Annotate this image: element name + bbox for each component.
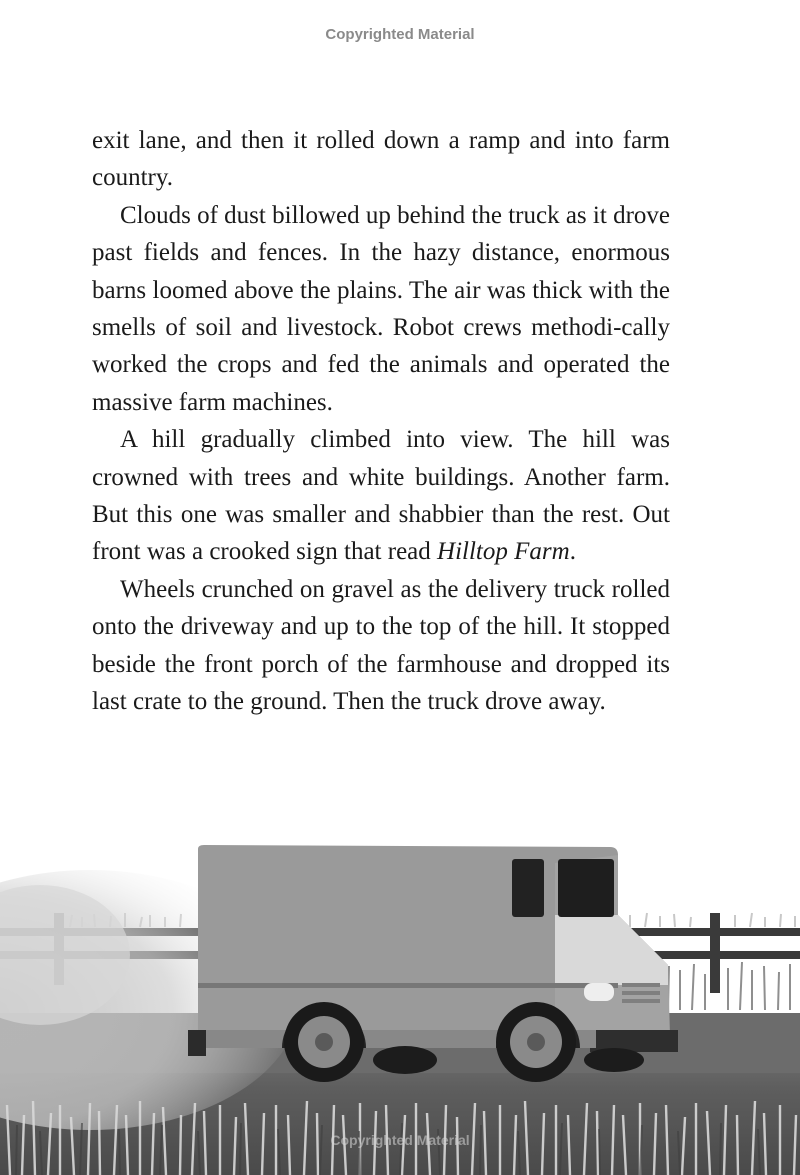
paragraph-2: Clouds of dust billowed up behind the truck as it drove past fields and fences. In the hazy distance, enormous barns loomed above the plains. The air was thick with the smells of soil and livestock. Robot crews methodi-cally worked the crops and fed the animals and operated the massive farm machines.	[92, 201, 670, 416]
truck-rear-bumper	[188, 1030, 206, 1056]
truck-illustration	[0, 835, 800, 1175]
truck-window-rear	[512, 859, 544, 917]
truck-headlight	[584, 983, 614, 1001]
story-text	[92, 122, 670, 721]
paragraph-4: Wheels crunched on gravel as the delivery truck rolled onto the driveway and up to the top of the hill. It stopped beside the front porch of the farmhouse and dropped its last crate to the ground. Then the truck drove away.	[92, 575, 670, 716]
truck-wheel-front	[496, 1002, 576, 1082]
paragraph-1: exit lane, and then it rolled down a ramp and into farm country.	[92, 127, 670, 192]
paragraph-3	[92, 421, 670, 571]
truck-bumper	[590, 1030, 678, 1052]
truck-wheel-rear	[284, 1002, 364, 1082]
truck-window-front	[558, 859, 614, 917]
farm-sign-name: Hilltop Farm	[437, 538, 570, 566]
copyright-footer: Copyrighted Material	[330, 1132, 470, 1148]
paragraph-3-text: A hill gradually climbed into view. The hill was crowned with trees and white buildings. Another farm. But this one was smaller and shabbier than the rest. Out front was a crooked sign that read	[92, 426, 670, 566]
paragraph-3-end: .	[569, 538, 576, 566]
truck-grille	[622, 983, 660, 1003]
copyright-header: Copyrighted Material	[325, 26, 475, 43]
truck-stripe	[198, 983, 618, 988]
delivery-truck	[188, 845, 678, 1082]
truck-windshield-frame	[555, 915, 668, 985]
